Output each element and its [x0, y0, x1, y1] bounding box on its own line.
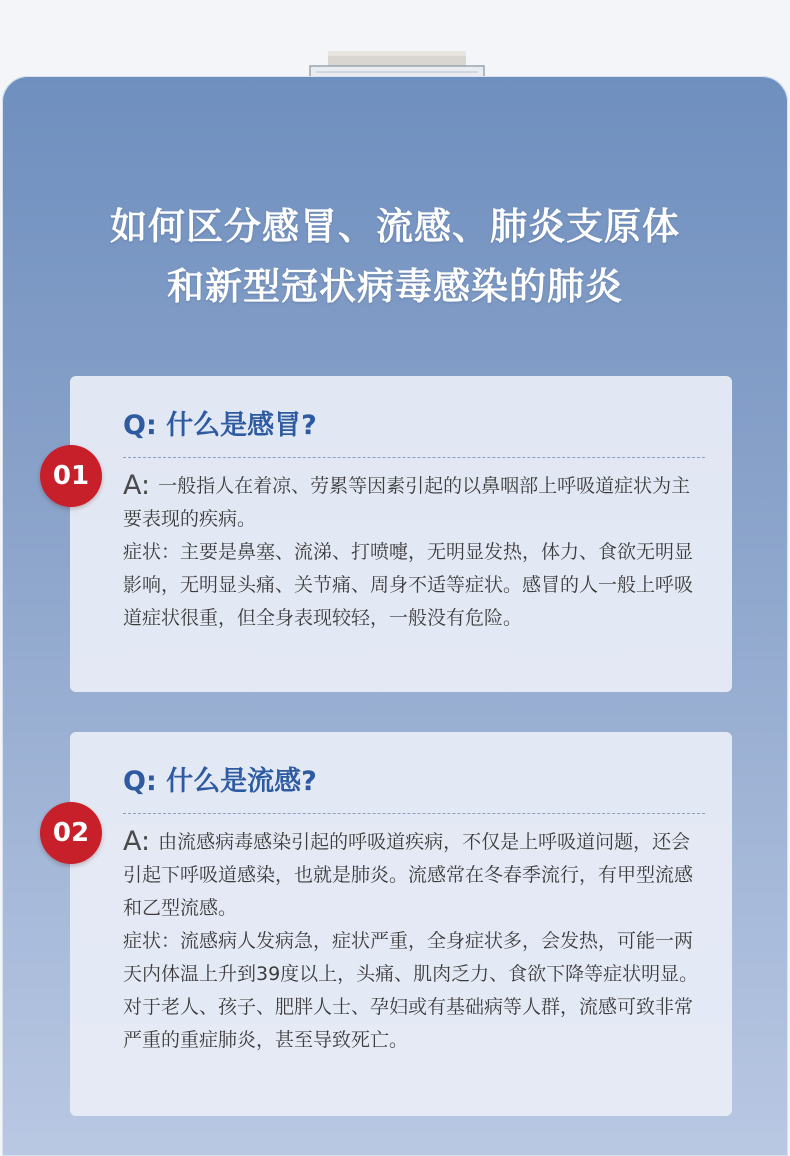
question-heading: Q: 什么是感冒? — [123, 410, 317, 441]
qa-card-cold — [70, 376, 732, 692]
dashed-divider — [123, 457, 705, 458]
answer-body — [123, 469, 707, 635]
symptom-paragraph: 症状：主要是鼻塞、流涕、打喷嚏，无明显发热，体力、食欲无明显影响，无明显头痛、关节痛、周身不适等症状。感冒的人一般上呼吸道症状很重，但全身表现较轻，一般没有危险。 — [123, 541, 694, 629]
risk-paragraph: 对于老人、孩子、肥胖人士、孕妇或有基础病等人群，流感可致非常严重的重症肺炎，甚至导致死亡。 — [123, 996, 694, 1051]
symptom-paragraph: 症状：流感病人发病急，症状严重，全身症状多，会发热，可能一两天内体温上升到39度以上，头痛、肌肉乏力、食欲下降等症状明显。 — [123, 930, 699, 985]
answer-text: 由流感病毒感染引起的呼吸道疾病，不仅是上呼吸道问题，还会引起下呼吸道感染，也就是肺炎。流感常在冬春季流行，有甲型流感和乙型流感。 — [123, 831, 694, 919]
dashed-divider — [123, 813, 705, 814]
answer-label: A: — [123, 826, 151, 857]
number-badge: 02 — [40, 802, 102, 864]
answer-text: 一般指人在着凉、劳累等因素引起的以鼻咽部上呼吸道症状为主要表现的疾病。 — [123, 475, 691, 530]
answer-body — [123, 825, 707, 1057]
question-heading: Q: 什么是流感? — [123, 766, 317, 797]
page-title-line2: 和新型冠状病毒感染的肺炎 — [167, 265, 623, 308]
qa-card-flu — [70, 732, 732, 1116]
answer-label: A: — [123, 470, 151, 501]
page-title-line1: 如何区分感冒、流感、肺炎支原体 — [110, 205, 680, 248]
number-badge: 01 — [40, 445, 102, 507]
